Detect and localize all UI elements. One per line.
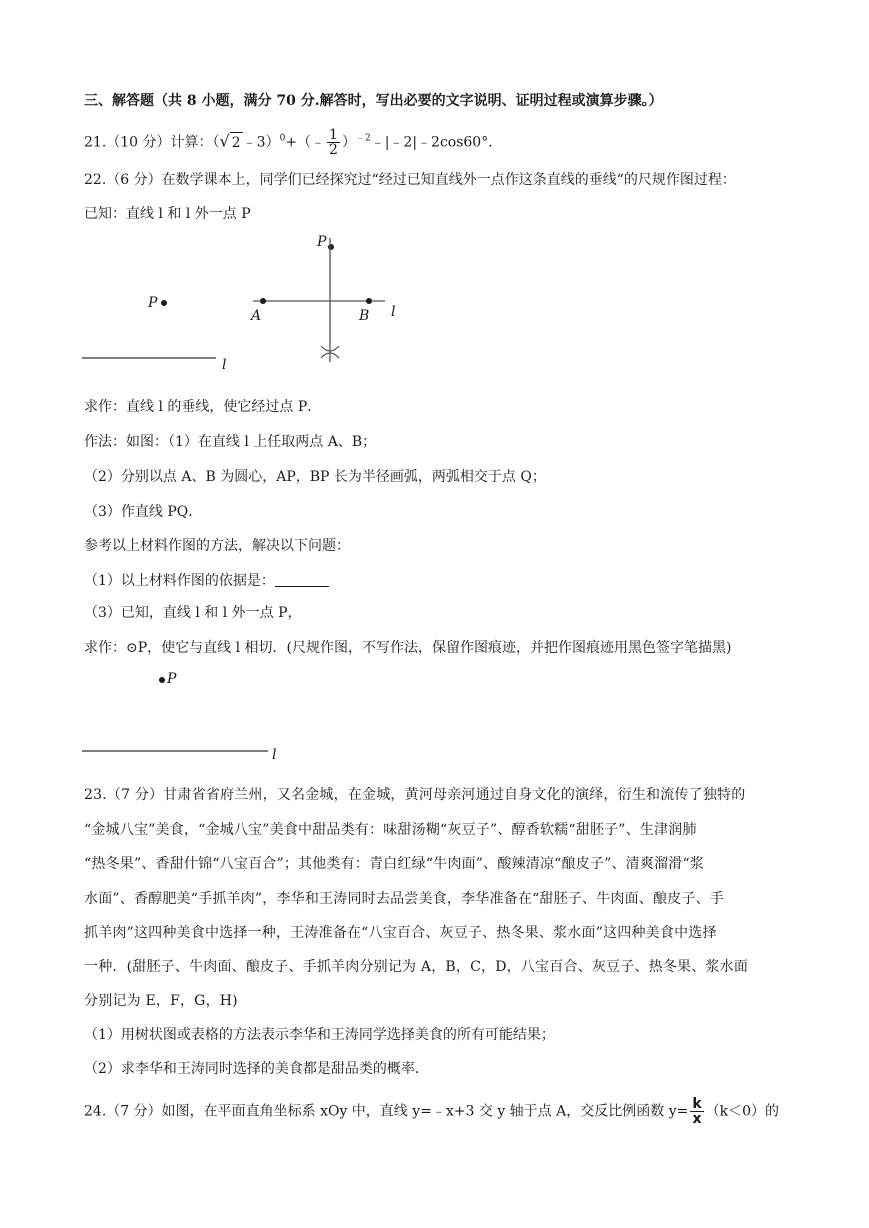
q23-line-2: “金城八宝”美食，“金城八宝”美食中甜品类有：味甜汤糊“灰豆子”、醇香软糯“甜胚子”、生津润肺 <box>84 822 697 838</box>
fig2-point-b <box>366 298 372 304</box>
fig1-label-l: l <box>222 357 227 373</box>
q24-prefix: 24.（7 分）如图，在平面直角坐标系 xOy 中，直线 y=﹣x+3 交 y 轴于点 A，交反比例函数 y= <box>84 1103 689 1120</box>
fig2-label-l: l <box>391 304 396 320</box>
q21-fraction: $\frac{1}{2}$ <box>329 127 338 158</box>
figure-perpendicular-construction <box>245 230 415 370</box>
q22-step2: （2）分别以点 A、B 为圆心，AP，BP 长为半径画弧，两弧相交于点 Q； <box>84 469 546 485</box>
figure-point-line-left <box>80 285 240 375</box>
fig3-label-p: P <box>167 671 177 687</box>
q23-sub1: （1）用树状图或表格的方法表示李华和王涛同学选择美食的所有可能结果； <box>84 1027 555 1043</box>
fig2-label-a: A <box>251 308 262 324</box>
q23-line-3: “热冬果”、香甜什锦“八宝百合”；其他类有：青白红绿“牛肉面”、酸辣清凉“酿皮子”、清爽溜滑“浆 <box>84 856 705 872</box>
q23-line-6: 一种．(甜胚子、牛肉面、酿皮子、手抓羊肉分别记为 A，B，C，D，八宝百合、灰豆子、热冬果、浆水面 <box>84 959 749 975</box>
q24-fraction: $\frac{k}{x}$ <box>692 1096 702 1127</box>
q22-intro: 22.（6 分）在数学课本上，同学们已经探究过“经过已知直线外一点作这条直线的垂线“的尺规作图过程： <box>84 172 736 188</box>
q22-step3: （3）作直线 PQ． <box>84 504 203 520</box>
question-21: 21.（10 分）计算：（√ 2 ﹣3）$^0$+（﹣ $\frac{1}{2}$ ）$^{﹣2}$﹣|﹣2|﹣2cos60°． <box>84 127 503 158</box>
fig3-label-l: l <box>272 747 277 763</box>
q22-given: 已知：直线 l 和 l 外一点 P <box>84 206 251 222</box>
q21-prefix: 21.（10 分）计算：（ <box>84 134 220 151</box>
fig2-point-p <box>328 244 334 250</box>
fig2-point-a <box>260 298 266 304</box>
fig2-label-b: B <box>359 308 370 324</box>
fig1-label-p: P <box>148 295 158 311</box>
q23-line-5: 抓羊肉”这四种美食中选择一种，王涛准备在“八宝百合、灰豆子、热冬果、浆水面”这四种美食中选择 <box>84 925 717 941</box>
q21-sqrt-radicand: 2 <box>230 132 243 153</box>
fig3-point-p <box>159 677 165 683</box>
question-24 <box>84 1097 779 1126</box>
q22-method: 作法：如图：（1）在直线 l 上任取两点 A、B； <box>84 434 377 450</box>
q22-sub3: （3）已知，直线 l 和 l 外一点 P， <box>84 605 302 621</box>
q22-task: 求作：直线 l 的垂线，使它经过点 P． <box>84 399 322 415</box>
q21-exp-neg2: ﹣2 <box>355 133 371 144</box>
q21-exp-zero: 0 <box>279 133 286 144</box>
q23-line-1: 23.（7 分）甘肃省省府兰州，又名金城，在金城，黄河母亲河通过自身文化的演绎，衍生和流传了独特的 <box>84 787 746 803</box>
q21-mid2: +（﹣ <box>285 134 326 151</box>
q24-suffix: （k＜0）的 <box>705 1103 780 1120</box>
fig2-label-p: P <box>317 234 327 250</box>
figure-point-line-tangent <box>80 665 290 765</box>
q21-suffix: ﹣|﹣2|﹣2cos60°． <box>370 134 503 151</box>
q21-mid3: ） <box>341 134 356 151</box>
q23-line-7: 分别记为 E，F，G，H) <box>84 993 238 1009</box>
fig1-point-p <box>161 300 167 306</box>
q21-mid1: ﹣3） <box>242 134 280 151</box>
q22-ref: 参考以上材料作图的方法，解决以下问题： <box>84 538 350 554</box>
q22-sub1: （1）以上材料作图的依据是： <box>84 571 329 591</box>
q22-task2: 求作：⊙P，使它与直线 l 相切．(尺规作图，不写作法，保留作图痕迹，并把作图痕迹用黑色签字笔描黑) <box>84 640 732 656</box>
q23-line-4: 水面”、香醇肥美“手抓羊肉”，李华和王涛同时去品尝美食，李华准备在“甜胚子、牛肉面、酿皮子、手 <box>84 891 725 907</box>
section-heading: 三、解答题（共 8 小题，满分 70 分.解答时，写出必要的文字说明、证明过程或演算步骤。） <box>84 93 663 109</box>
q23-sub2: （2）求李华和王涛同时选择的美食都是甜品类的概率． <box>84 1061 429 1077</box>
answer-blank[interactable] <box>275 572 329 587</box>
